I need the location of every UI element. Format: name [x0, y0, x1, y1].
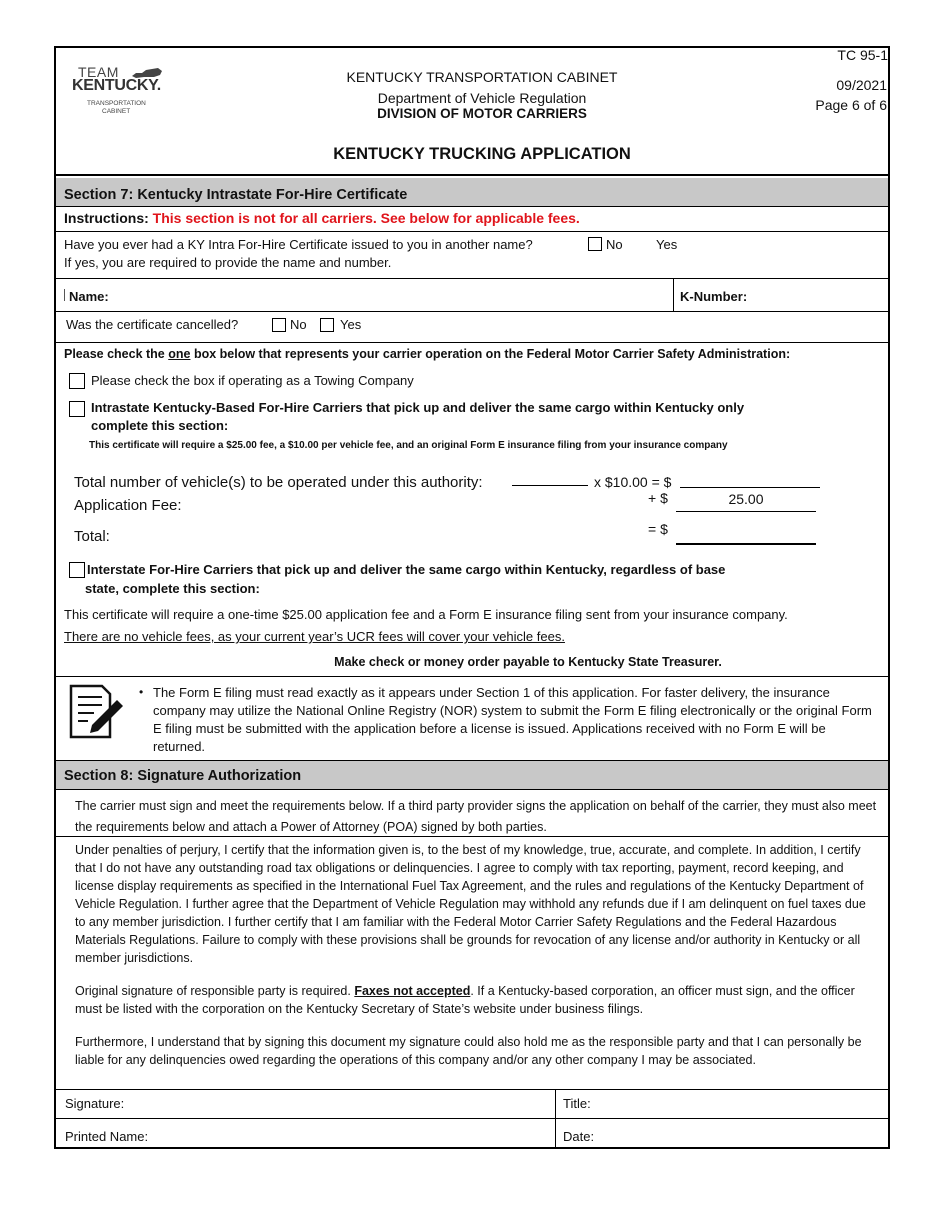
- vehicle-count-input[interactable]: [512, 485, 588, 486]
- logo-team-text: TEAM: [78, 64, 119, 80]
- page-number: Page 6 of 6: [815, 97, 887, 113]
- title-input[interactable]: [605, 1092, 885, 1116]
- application-fee-value: 25.00: [728, 491, 764, 507]
- prior-certificate-note: If yes, you are required to provide the name and number.: [64, 255, 392, 270]
- intrastate-carrier-label-2: complete this section:: [91, 418, 229, 433]
- date-label: Date:: [563, 1129, 595, 1144]
- agency-name: KENTUCKY TRANSPORTATION CABINET: [346, 69, 618, 85]
- cancelled-question: Was the certificate cancelled?: [66, 317, 239, 332]
- instructions: [64, 210, 580, 226]
- cancelled-no-checkbox[interactable]: [272, 318, 286, 332]
- cancelled-yes-label: Yes: [340, 317, 362, 332]
- intrastate-carrier-checkbox[interactable]: [69, 401, 85, 417]
- faxes-not-accepted: Faxes not accepted: [354, 984, 471, 998]
- k-number-input[interactable]: [755, 283, 885, 309]
- instructions-text: This section is not for all carriers. See below for applicable fees.: [152, 210, 580, 226]
- name-input[interactable]: [115, 283, 670, 309]
- vehicle-count-label: Total number of vehicle(s) to be operated under this authority:: [74, 474, 483, 491]
- logo-kentucky-text: KENTUCKY.: [72, 77, 161, 94]
- bullet-icon: •: [139, 685, 144, 699]
- logo-sub-text-1: TRANSPORTATION: [87, 100, 146, 107]
- signature-label: Signature:: [65, 1096, 125, 1111]
- form-title: KENTUCKY TRUCKING APPLICATION: [333, 145, 631, 163]
- prior-certificate-no-checkbox[interactable]: [588, 237, 602, 251]
- check-one-instruction: Please check the one box below that represents your carrier operation on the Federal Motor Carrier Safety Administration:: [64, 347, 791, 361]
- title-label: Title:: [563, 1096, 591, 1111]
- section7-title: Section 7: Kentucky Intrastate For-Hire Certificate: [64, 187, 408, 203]
- pencil-document-icon: [68, 683, 124, 741]
- signature-intro: The carrier must sign and meet the requirements below. If a third party provider signs the application on behalf of the carrier, they must also meet the requirements below and attach a Power of Attorney (POA) signed by both parties.: [75, 799, 877, 834]
- section8-title: Section 8: Signature Authorization: [64, 768, 302, 784]
- form-date: 09/2021: [836, 77, 887, 93]
- prior-certificate-no-label: No: [606, 237, 623, 252]
- division-name: DIVISION OF MOTOR CARRIERS: [377, 106, 587, 121]
- interstate-fee-note: This certificate will require a one-time $25.00 application fee and a Form E insurance filing sent from your insurance company.: [64, 607, 788, 622]
- ucr-fee-note: There are no vehicle fees, as your current year’s UCR fees will cover your vehicle fees.: [64, 629, 565, 644]
- check-one-emphasis: one: [168, 347, 191, 361]
- form-number: TC 95-1: [837, 47, 888, 63]
- instructions-label: Instructions:: [64, 210, 149, 226]
- name-field-marker: [64, 289, 65, 301]
- name-label: Name:: [69, 289, 109, 304]
- interstate-carrier-label-1: Interstate For-Hire Carriers that pick up and deliver the same cargo within Kentucky, regardless of base: [87, 562, 726, 577]
- intrastate-fee-note: This certificate will require a $25.00 fee, a $10.00 per vehicle fee, and an original Form E insurance filing from your insurance company: [89, 440, 728, 451]
- header-divider: [54, 174, 890, 176]
- prior-certificate-yes-label: Yes: [656, 237, 678, 252]
- interstate-carrier-checkbox[interactable]: [69, 562, 85, 578]
- intrastate-carrier-label-1: Intrastate Kentucky-Based For-Hire Carriers that pick up and deliver the same cargo within Kentucky only: [91, 400, 745, 415]
- printed-name-label: Printed Name:: [65, 1129, 149, 1144]
- perjury-statement: Under penalties of perjury, I certify that the information given is, to the best of my knowledge, true, accurate, and complete. In addition, I certify that I do not have any outstanding road tax obligations or delinquencies. I agree to comply with tax reporting, payment, record keeping, and license display requirements as specified in the International Fuel Tax Agreement, and the rules and regulations of the Kentucky Department of Vehicle Regulation. I further agree that the Department of Vehicle Regulation may withhold any refunds due if I am delinquent on fuel taxes due to any member jurisdiction. I further certify that I am familiar with the Federal Motor Carrier Safety Regulations and the Federal Hazardous Materials Regulations. Failure to comply with these provisions shall be grounds for revocation of any license and/or authority in Kentucky or all member jurisdictions.: [75, 843, 866, 965]
- original-signature-note: Original signature of responsible party is required. Faxes not accepted. If a Kentucky-based corporation, an officer must sign, and the officer must be listed with the corporation on the Kentucky Secretary of State’s website under business filings.: [75, 984, 855, 1016]
- payable-note: Make check or money order payable to Kentucky State Treasurer.: [334, 655, 722, 669]
- total-amount-input[interactable]: [676, 526, 816, 545]
- cancelled-no-label: No: [290, 317, 307, 332]
- liability-statement: Furthermore, I understand that by signing this document my signature could also hold me as the responsible party and that I can personally be liable for any delinquencies owed regarding the operations of this company and/or any other company I may be associated.: [75, 1035, 862, 1067]
- cancelled-yes-checkbox[interactable]: [320, 318, 334, 332]
- logo-sub-text-2: CABINET: [102, 108, 131, 115]
- interstate-carrier-label-2: state, complete this section:: [85, 581, 260, 596]
- form-e-note: The Form E filing must read exactly as it appears under Section 1 of this application. For faster delivery, the insurance company may utilize the National Online Registry (NOR) system to submit the Form E filing electronically or the original Form E filing must be submitted with the application before a license is issued. Applications received with no Form E will be returned.: [153, 685, 872, 754]
- vehicle-fee-amount[interactable]: [680, 487, 820, 488]
- signature-input[interactable]: [140, 1092, 550, 1116]
- prior-certificate-question: Have you ever had a KY Intra For-Hire Certificate issued to you in another name?: [64, 237, 533, 252]
- towing-company-label: Please check the box if operating as a Towing Company: [91, 373, 414, 388]
- k-number-label: K-Number:: [680, 289, 748, 304]
- vehicle-fee-calc: x $10.00 = $: [594, 474, 672, 490]
- team-kentucky-logo: [72, 64, 172, 120]
- application-fee-plus: + $: [648, 490, 668, 506]
- department-name: Department of Vehicle Regulation: [377, 90, 587, 106]
- printed-name-input[interactable]: [160, 1122, 550, 1146]
- total-equals: = $: [648, 521, 668, 537]
- date-input[interactable]: [605, 1122, 885, 1146]
- total-label: Total:: [74, 528, 110, 545]
- application-fee-label: Application Fee:: [74, 497, 182, 514]
- towing-company-checkbox[interactable]: [69, 373, 85, 389]
